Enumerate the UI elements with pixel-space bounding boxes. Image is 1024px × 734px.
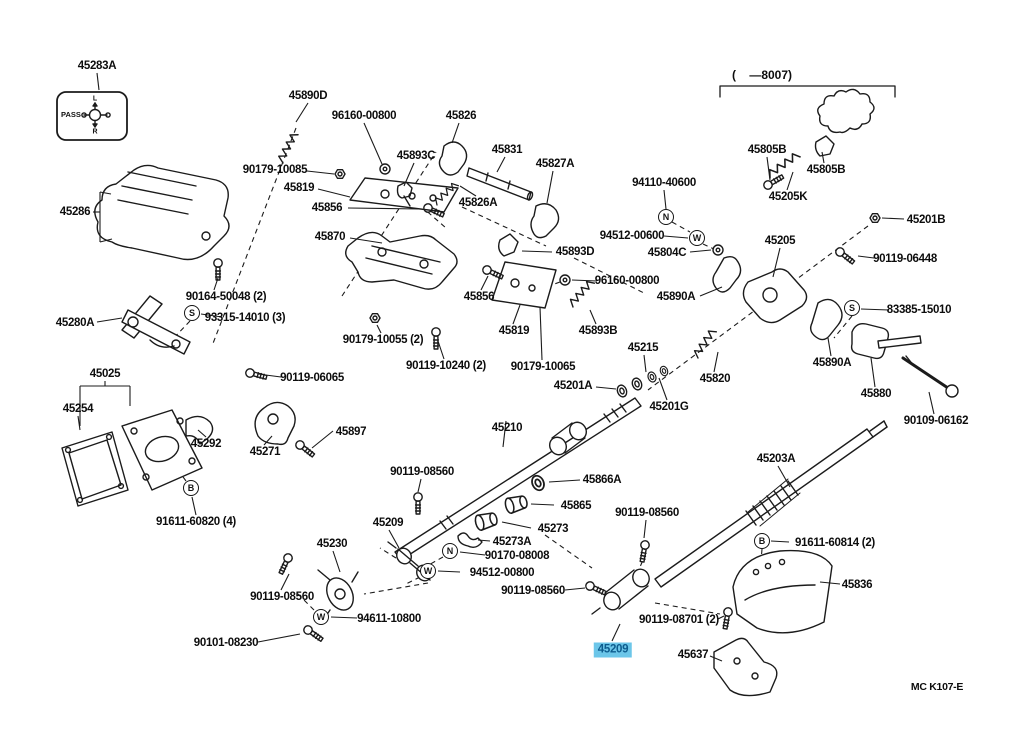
part-label-8007: ( —8007) [731,68,793,82]
part-label-45283A: 45283A [77,60,117,72]
part-label-45804C: 45804C [647,247,687,259]
pass-badge-bottom-letter: R [92,128,98,136]
part-label-45210: 45210 [491,422,523,434]
part-label-45292: 45292 [190,438,222,450]
part-label-45215: 45215 [627,342,659,354]
part-label-90179-10065: 90179-10065 [510,361,576,373]
part-label-45893C: 45893C [396,150,436,162]
part-label-90109-06162: 90109-06162 [903,415,969,427]
part-label-45025: 45025 [89,368,121,380]
part-label-45893B: 45893B [578,325,618,337]
part-label-94611-10800: 94611-10800 [357,613,421,625]
part-label-90119-08560: 90119-08560 [250,591,314,603]
part-label-91611-608204: 91611-60820 (4) [156,516,236,528]
part-label-90179-100552: 90179-10055 (2) [342,334,424,346]
part-label-45203A: 45203A [756,453,796,465]
part-label-91611-608142: 91611-60814 (2) [795,537,875,549]
ref-circle-B: B [754,533,770,549]
pass-badge-text: PASS [61,110,81,119]
part-label-45254: 45254 [62,403,94,415]
part-label-45209: 45209 [372,517,404,529]
part-label-45870: 45870 [314,231,346,243]
part-label-45280A: 45280A [55,317,95,329]
part-label-45637: 45637 [677,649,709,661]
part-label-94110-40600: 94110-40600 [632,177,696,189]
part-label-45819: 45819 [283,182,315,194]
part-label-90170-08008: 90170-08008 [484,550,550,562]
part-label-45805B: 45805B [806,164,846,176]
part-label-45893D: 45893D [555,246,595,258]
part-label-45866A: 45866A [582,474,622,486]
part-label-45205K: 45205K [768,191,808,203]
part-label-45836: 45836 [841,579,873,591]
part-label-45286: 45286 [59,206,91,218]
part-label-45201G: 45201G [649,401,689,413]
part-label-90119-06065: 90119-06065 [280,372,344,384]
part-label-45805B: 45805B [747,144,787,156]
part-label-45826: 45826 [445,110,477,122]
part-label-45820: 45820 [699,373,731,385]
ref-circle-B: B [183,480,199,496]
part-label-45201A: 45201A [553,380,593,392]
part-label-90119-06448: 90119-06448 [873,253,937,265]
part-label-90179-10085: 90179-10085 [242,164,308,176]
ref-circle-W: W [420,563,436,579]
part-label-90119-08560: 90119-08560 [615,507,679,519]
part-label-45831: 45831 [491,144,523,156]
part-label-45890D: 45890D [288,90,328,102]
part-label-90119-08560: 90119-08560 [390,466,454,478]
part-label-45230: 45230 [316,538,348,550]
part-label-96160-00800: 96160-00800 [331,110,397,122]
part-label-45827A: 45827A [535,158,575,170]
ref-circle-W: W [313,609,329,625]
part-label-90164-500482: 90164-50048 (2) [185,291,267,303]
ref-circle-W: W [689,230,705,246]
pass-badge-top-letter: L [92,95,98,103]
ref-circle-S: S [184,305,200,321]
part-label-45880: 45880 [860,388,892,400]
ref-circle-N: N [442,543,458,559]
part-label-45856: 45856 [311,202,343,214]
part-label-highlighted-45209[interactable]: 45209 [594,643,632,658]
part-label-45897: 45897 [335,426,367,438]
part-label-45856: 45856 [463,291,495,303]
part-label-45205: 45205 [764,235,796,247]
part-label-45890A: 45890A [812,357,852,369]
part-label-45890A: 45890A [656,291,696,303]
part-label-94512-00800: 94512-00800 [469,567,535,579]
part-label-45865: 45865 [560,500,592,512]
part-label-96160-00800: 96160-00800 [594,275,660,287]
part-label-45819: 45819 [498,325,530,337]
part-label-45826A: 45826A [458,197,498,209]
part-label-MCK107-E: MC K107-E [910,681,964,693]
ref-circle-S: S [844,300,860,316]
part-label-90119-087012: 90119-08701 (2) [639,614,719,626]
part-label-94512-00600: 94512-00600 [599,230,665,242]
part-label-90119-102402: 90119-10240 (2) [406,360,486,372]
part-label-90101-08230: 90101-08230 [193,637,259,649]
part-label-45273: 45273 [537,523,569,535]
part-label-45271: 45271 [249,446,281,458]
part-label-90119-08560: 90119-08560 [501,585,565,597]
ref-circle-N: N [658,209,674,225]
part-label-45201B: 45201B [906,214,946,226]
part-label-93315-140103: 93315-14010 (3) [204,312,286,324]
part-label-45273A: 45273A [492,536,532,548]
part-label-83385-15010: 83385-15010 [886,304,952,316]
